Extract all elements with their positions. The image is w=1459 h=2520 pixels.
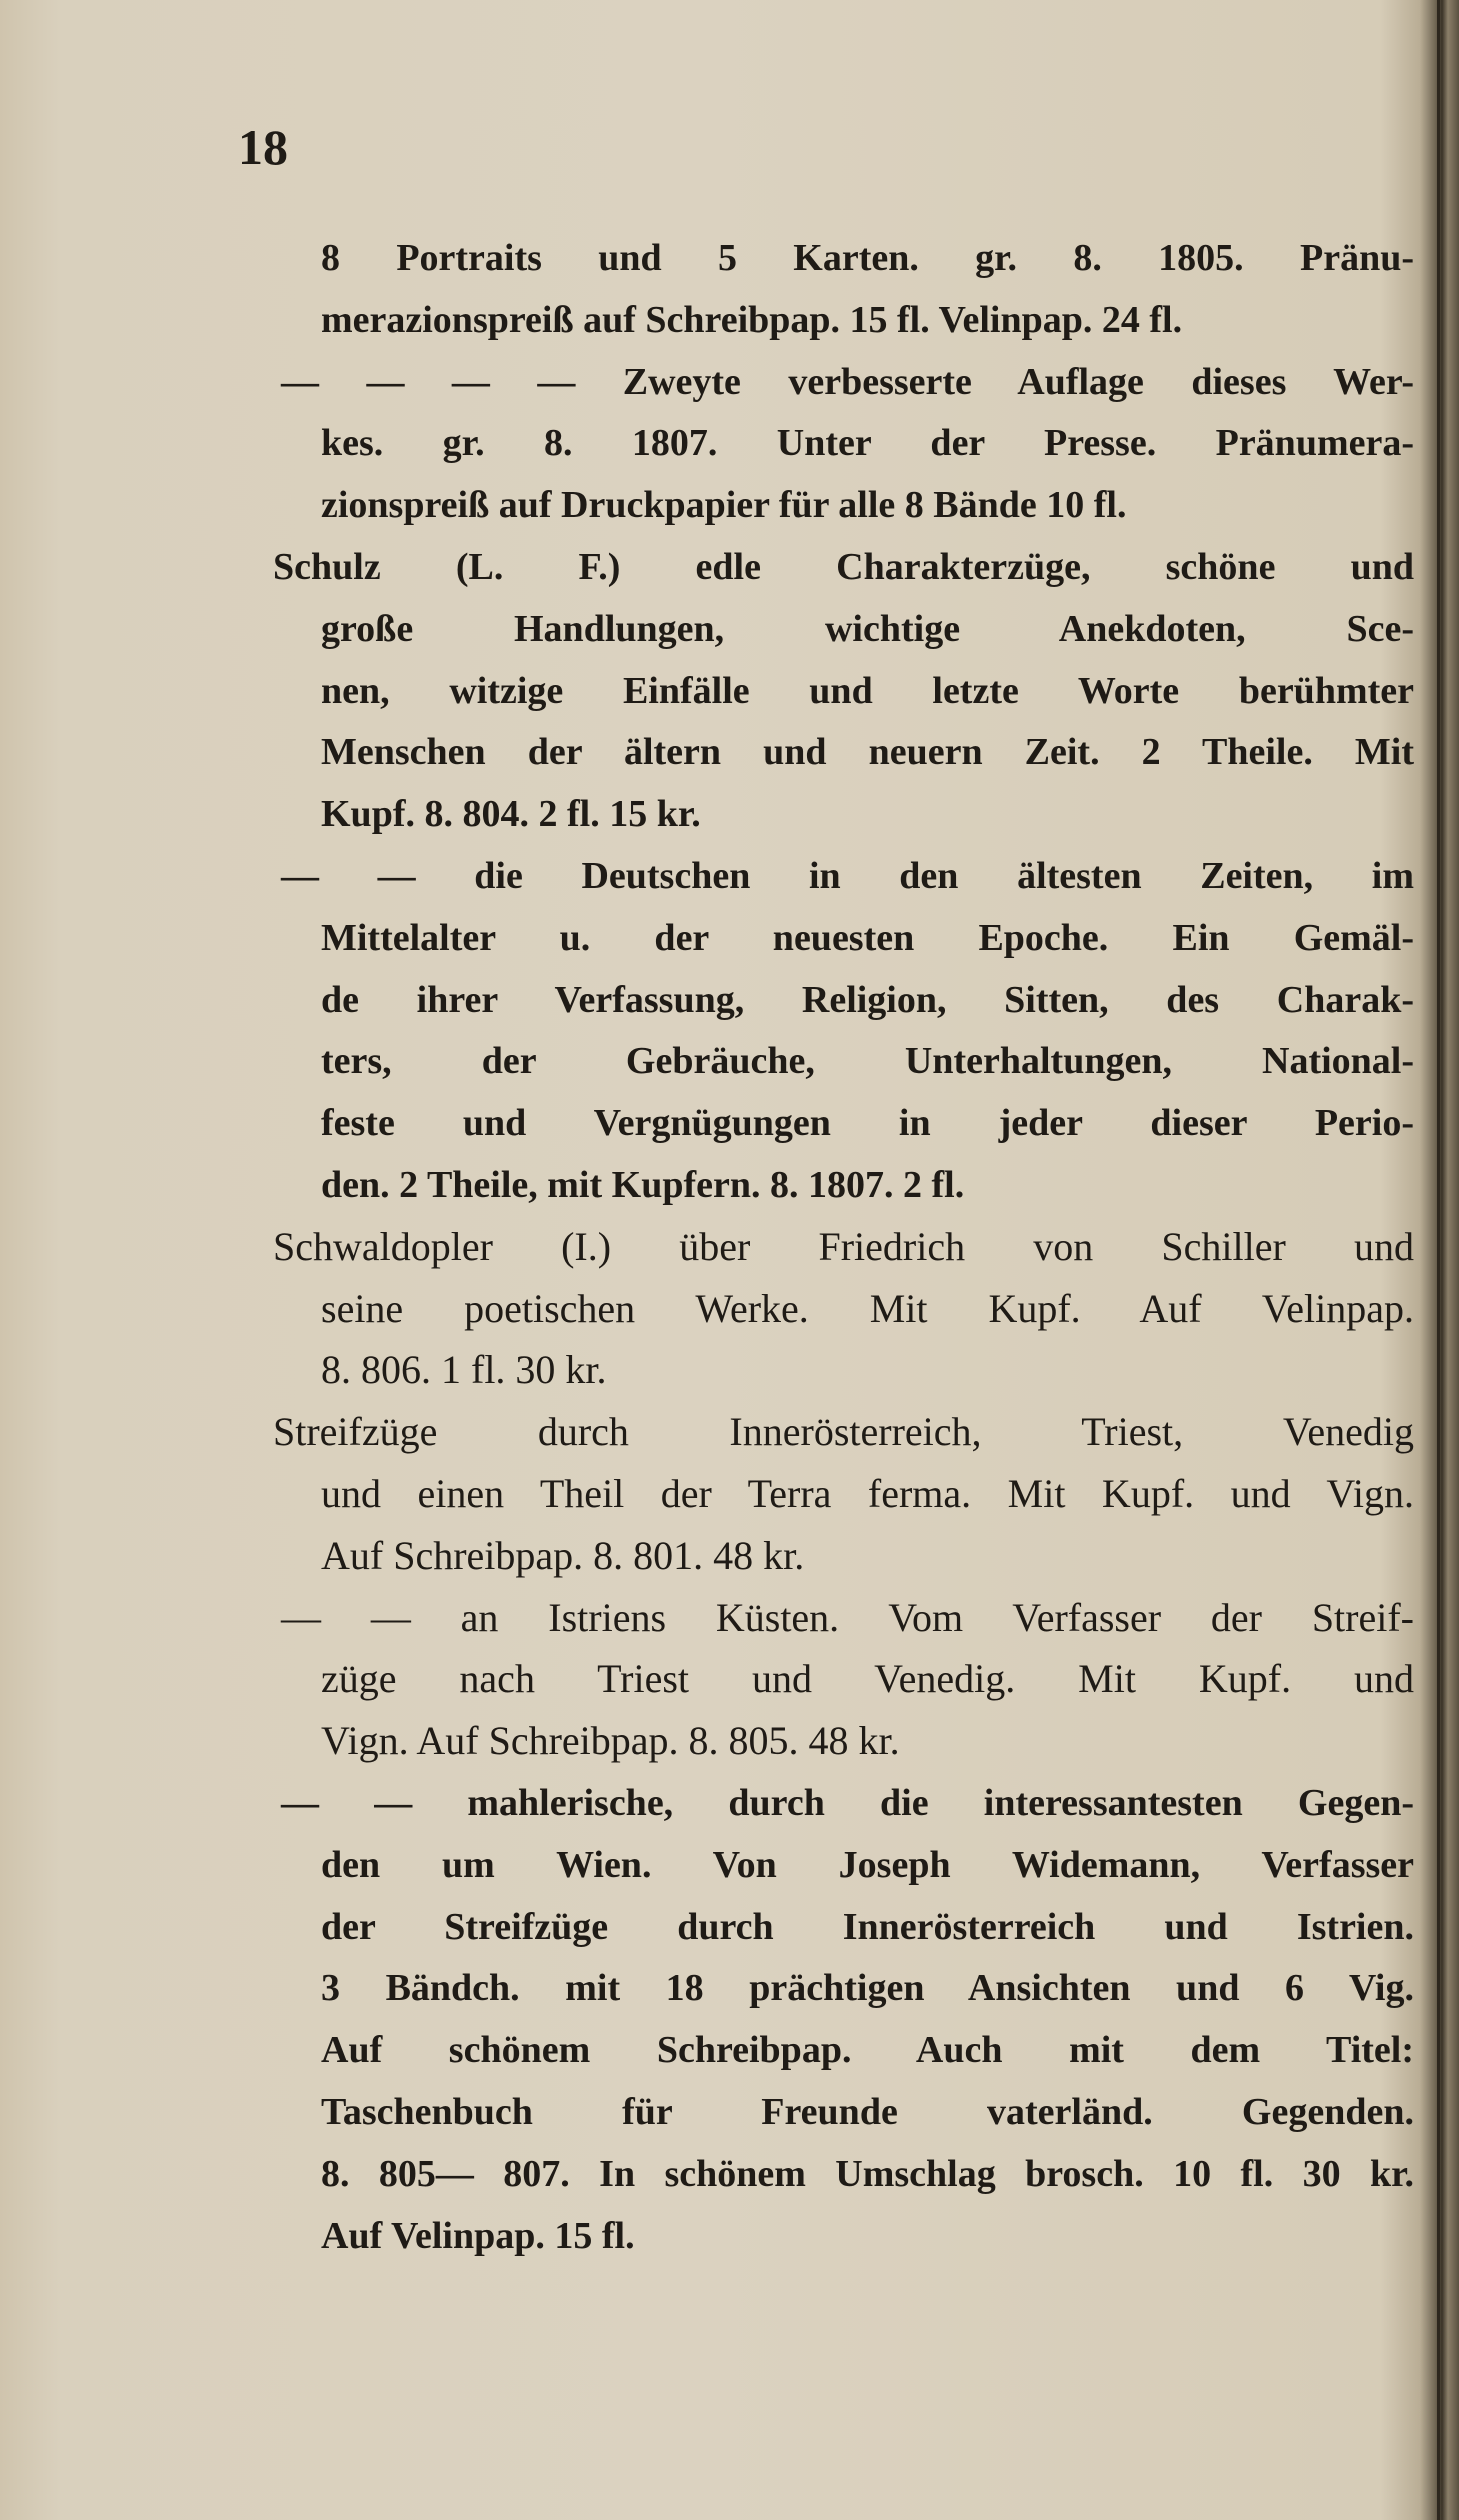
text-line: den. 2 Theile, mit Kupfern. 8. 1807. 2 fl.	[321, 1164, 965, 1206]
text-line: ters, der Gebräuche, Unterhaltungen, National-	[321, 1040, 1414, 1083]
text-line: 3 Bändch. mit 18 prächtigen Ansichten und 6 Vig.	[321, 1967, 1414, 2010]
text-line: Vign. Auf Schreibpap. 8. 805. 48 kr.	[321, 1718, 900, 1764]
text-line: zionspreiß auf Druckpapier für alle 8 Bände 10 fl.	[321, 484, 1127, 527]
text-line: der Streifzüge durch Innerösterreich und Istrien.	[321, 1905, 1414, 1948]
text-line: Menschen der ältern und neuern Zeit. 2 Theile. Mit	[321, 731, 1414, 774]
text-line: seine poetischen Werke. Mit Kupf. Auf Velinpap.	[321, 1285, 1414, 1331]
text-line: Streifzüge durch Innerösterreich, Triest, Venedig	[273, 1409, 1414, 1455]
text-line: Taschenbuch für Freunde vaterländ. Gegenden.	[321, 2091, 1414, 2133]
text-line: 8 Portraits und 5 Karten. gr. 8. 1805. Pränu-	[321, 237, 1414, 279]
text-line: Auf schönem Schreibpap. Auch mit dem Titel:	[321, 2029, 1414, 2072]
text-line: große Handlungen, wichtige Anekdoten, Sce-	[321, 607, 1414, 650]
text-line: 8. 806. 1 fl. 30 kr.	[321, 1347, 607, 1393]
text-line: Mittelalter u. der neuesten Epoche. Ein Gemäl-	[321, 916, 1414, 959]
text-line: den um Wien. Von Joseph Widemann, Verfasser	[321, 1843, 1414, 1886]
text-line: und einen Theil der Terra ferma. Mit Kupf. und Vign.	[321, 1471, 1414, 1516]
text-line: merazionspreiß auf Schreibpap. 15 fl. Velinpap. 24 fl.	[321, 298, 1183, 341]
text-line: — — die Deutschen in den ältesten Zeiten, im	[281, 855, 1414, 897]
text-line: Auf Velinpap. 15 fl.	[321, 2214, 635, 2257]
text-line: Auf Schreibpap. 8. 801. 48 kr.	[321, 1532, 805, 1578]
text-line: de ihrer Verfassung, Religion, Sitten, des Charak-	[321, 978, 1414, 1021]
text-line: nen, witzige Einfälle und letzte Worte berühmter	[321, 669, 1414, 712]
text-line: — — — — Zweyte verbesserte Auflage dieses Wer-	[281, 360, 1414, 403]
text-line: Kupf. 8. 804. 2 fl. 15 kr.	[321, 793, 701, 836]
text-line: 8. 805— 807. In schönem Umschlag brosch. 10 fl. 30 kr.	[321, 2152, 1414, 2195]
text-line: — — an Istriens Küsten. Vom Verfasser der Streif-	[281, 1594, 1414, 1640]
text-line: Schwaldopler (I.) über Friedrich von Schiller und	[273, 1223, 1414, 1269]
book-binding-edge	[1437, 0, 1440, 2520]
text-line: Schulz (L. F.) edle Charakterzüge, schöne und	[273, 546, 1414, 588]
text-line: kes. gr. 8. 1807. Unter der Presse. Pränumera-	[321, 422, 1414, 465]
text-line: züge nach Triest und Venedig. Mit Kupf. und	[321, 1656, 1414, 1702]
text-line: feste und Vergnügungen in jeder dieser Perio-	[321, 1102, 1414, 1145]
page-number: 18	[238, 119, 288, 175]
text-line: — — mahlerische, durch die interessantesten Gegen-	[281, 1782, 1414, 1824]
